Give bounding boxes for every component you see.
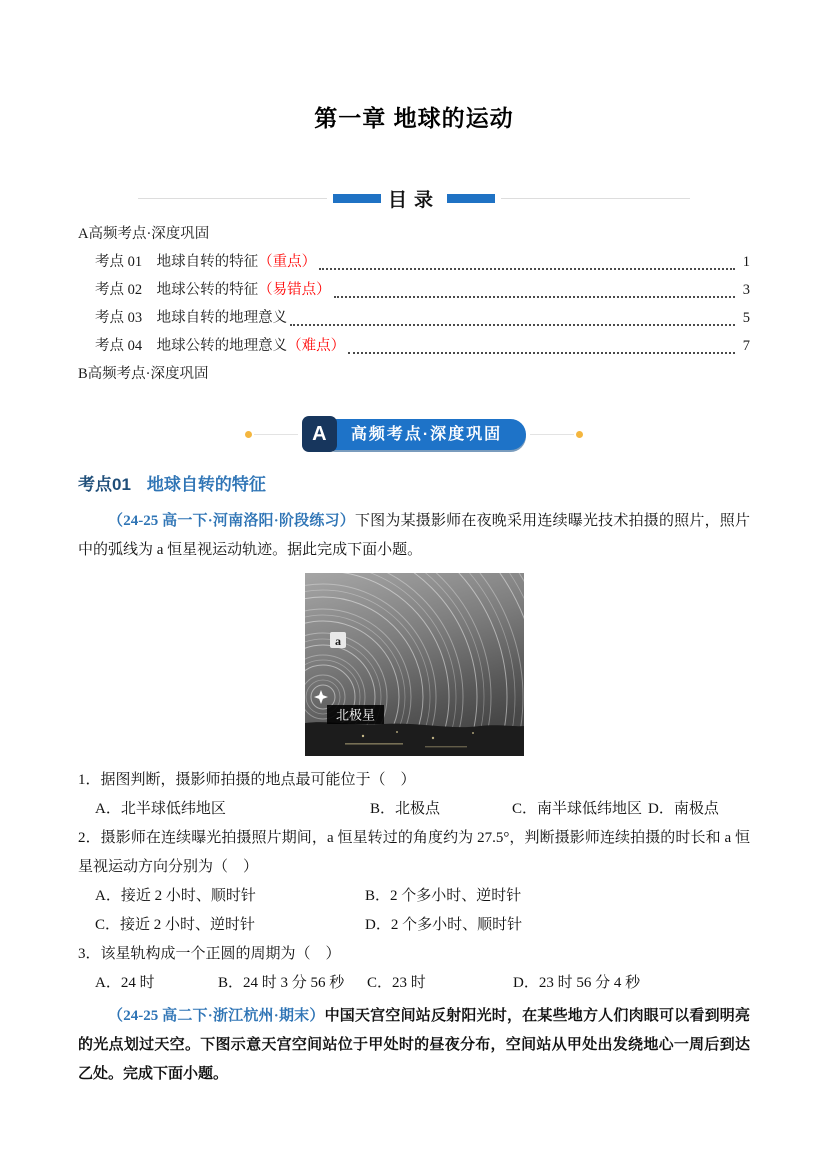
option-c[interactable]: C．接近 2 小时、逆时针 [95,917,256,933]
toc-page-number: 1 [742,254,750,270]
polaris-label-box [327,705,384,724]
banner-letter-badge: A [302,416,337,452]
figure-label-a: a [334,634,341,648]
toc-item-tag: （难点） [287,338,346,354]
toc-item-kaodian-04[interactable] [78,332,750,360]
toc-dotted-leader [290,324,735,326]
option-d[interactable]: D．2 个多小时、顺时针 [365,917,523,933]
question-3-stem: 3．该星轨构成一个正圆的周期为（ ） [78,946,341,962]
section-a-banner [302,416,526,452]
toc-header [138,185,690,212]
toc-section-a: A高频考点·深度巩固 [78,226,210,242]
toc-item-kaodian-02[interactable] [78,276,750,304]
passage-1-text: 下图为某摄影师在夜晚采用连续曝光技术拍摄的照片，照片中的弧线为 a 恒星视运动轨迹。据此完成下面小题。 [78,513,750,558]
option-a[interactable]: A．24 时 [95,975,155,991]
polaris-label: 北极星 [335,707,375,723]
toc-item-tag: （重点） [258,254,317,270]
passage-1-source: （24-25 高一下·河南洛阳·阶段练习） [108,513,355,529]
kaodian-number: 考点01 [78,475,131,494]
toc-header-bar-left [333,194,381,203]
option-b[interactable]: B．24 时 3 分 56 秒 [218,975,345,991]
option-a[interactable]: A．北半球低纬地区 [95,801,226,817]
toc-page-number: 5 [742,310,750,326]
option-a[interactable]: A．接近 2 小时、顺时针 [95,888,256,904]
toc-item-tag: （易错点） [258,282,331,298]
toc-dotted-leader [334,296,735,298]
banner-dot-right [576,431,583,438]
option-d[interactable]: D．南极点 [648,801,719,817]
option-c[interactable]: C．南半球低纬地区 [512,801,643,817]
kaodian-01-heading [78,470,750,495]
toc-page-number: 7 [742,338,750,354]
toc-page-number: 3 [742,282,750,298]
kaodian-title: 地球自转的特征 [146,475,266,494]
question-1 [78,766,750,824]
question-3-options [78,969,750,998]
horizon-silhouette [305,722,524,756]
passage-2-source: （24-25 高二下·浙江杭州·期末） [108,1008,325,1024]
table-of-contents [78,220,750,388]
banner-dot-left [245,431,252,438]
question-2-options-row-1 [78,882,750,911]
section-banner-row [78,416,750,452]
question-2-options-row-2 [78,911,750,940]
question-2-stem: 2．摄影师在连续曝光拍摄照片期间，a 恒星转过的角度约为 27.5°，判断摄影师连续拍摄的时长和 a 恒星视运动方向分别为（ ） [78,830,750,875]
question-3 [78,940,750,998]
toc-header-line-right [501,198,690,199]
toc-item-label: 考点 04 地球公转的地理意义 [95,338,288,354]
banner-line-right [530,434,574,435]
toc-dotted-leader [348,352,735,354]
option-b[interactable]: B．北极点 [370,801,441,817]
option-d[interactable]: D．23 时 56 分 4 秒 [513,975,641,991]
toc-item-kaodian-01[interactable] [78,248,750,276]
page-title: 第一章 地球的运动 [314,105,514,131]
toc-heading: 目录 [388,190,441,211]
option-c[interactable]: C．23 时 [367,975,426,991]
toc-item-label: 考点 03 地球自转的地理意义 [95,310,288,326]
star-trails-photo [305,573,524,756]
toc-section-b: B高频考点·深度巩固 [78,366,209,382]
toc-item-label: 考点 01 地球自转的特征 [95,254,259,270]
figure-label-a-box [330,632,346,648]
passage-2 [78,1002,750,1089]
toc-dotted-leader [319,268,735,270]
banner-label: 高频考点·深度巩固 [331,419,526,450]
toc-header-line-left [138,198,327,199]
question-2 [78,824,750,940]
question-1-options [78,795,750,824]
toc-header-bar-right [447,194,495,203]
star-trails-figure [78,573,750,756]
toc-item-label: 考点 02 地球公转的特征 [95,282,259,298]
banner-line-left [254,434,298,435]
option-b[interactable]: B．2 个多小时、逆时针 [365,888,522,904]
passage-2-text: 中国天宫空间站反射阳光时，在某些地方人们肉眼可以看到明亮的光点划过天空。下图示意天宫空间站位于甲处时的昼夜分布，空间站从甲处出发绕地心一周后到达乙处。完成下面小题。 [78,1008,750,1082]
question-1-stem: 1．据图判断，摄影师拍摄的地点最可能位于（ ） [78,772,416,788]
toc-item-kaodian-03[interactable] [78,304,750,332]
passage-1 [78,507,750,565]
